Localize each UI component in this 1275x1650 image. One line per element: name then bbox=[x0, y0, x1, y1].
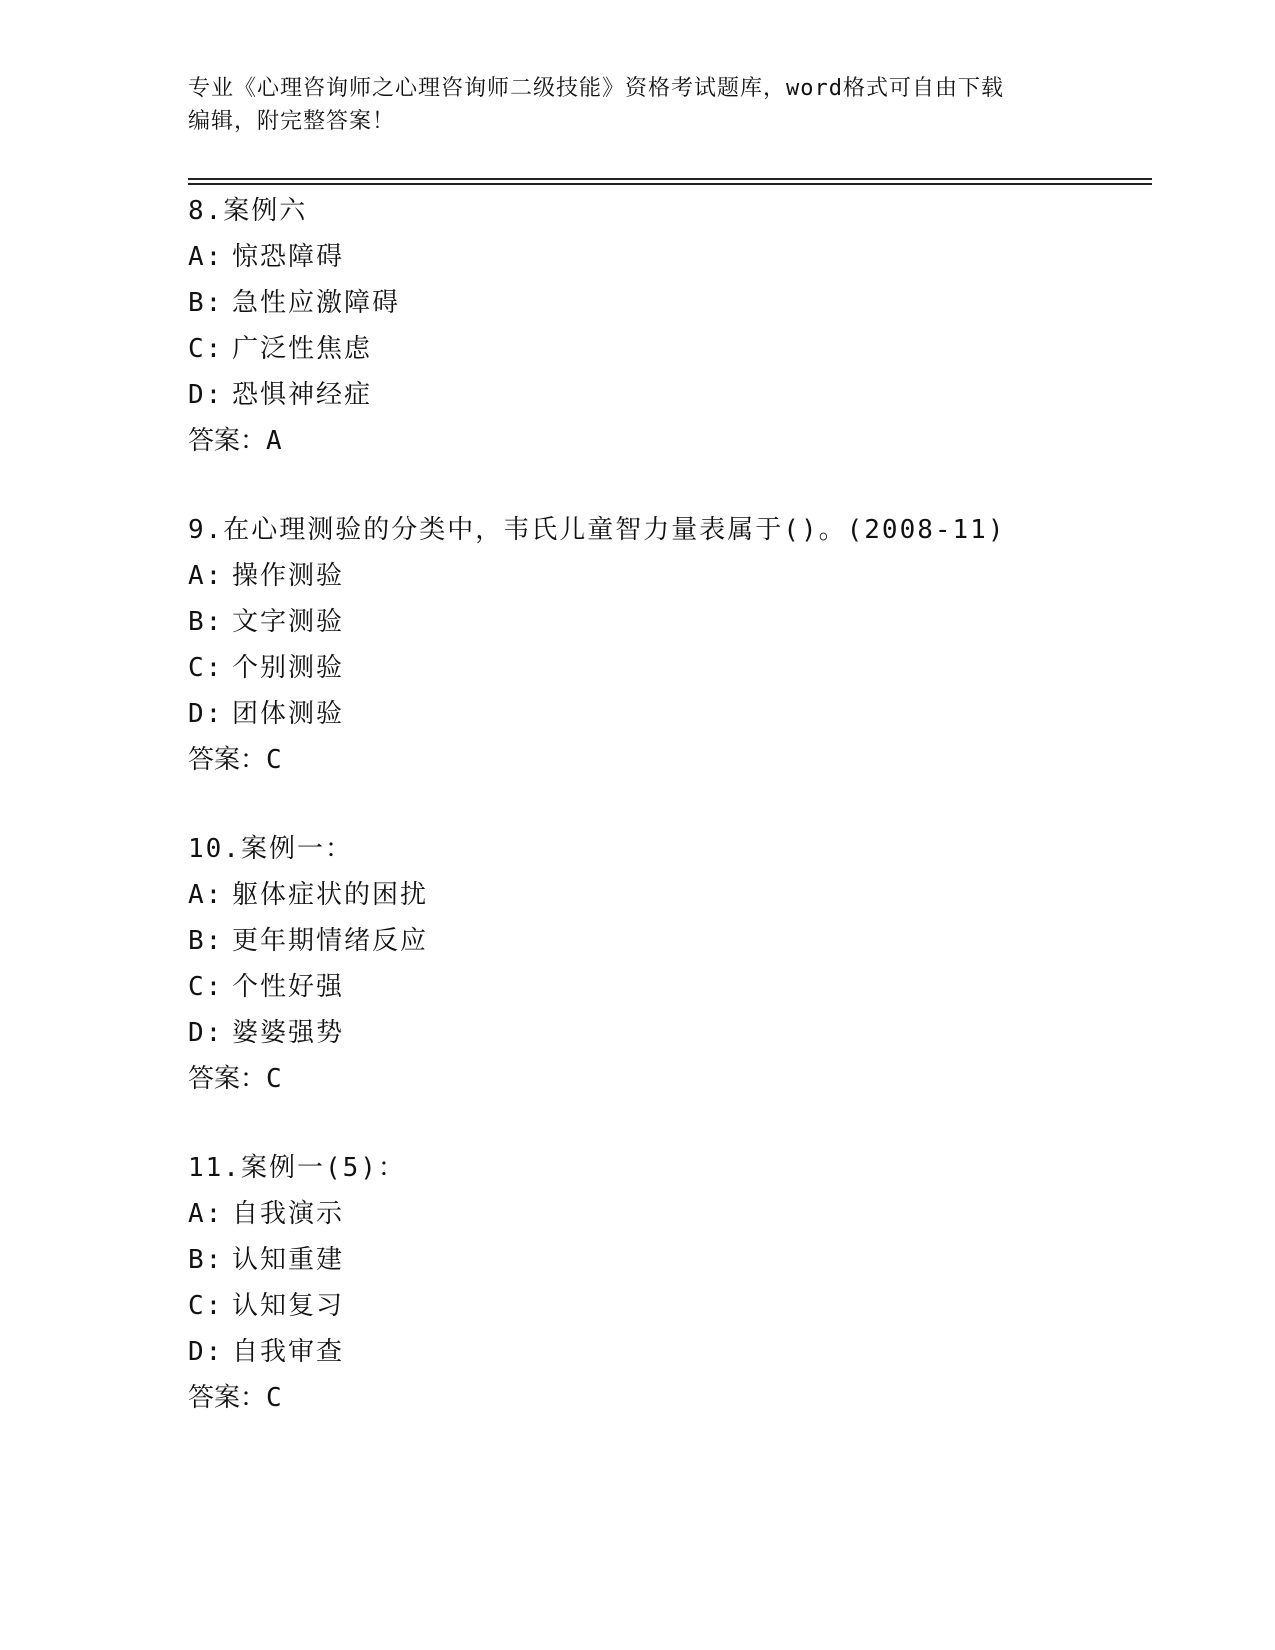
option-text: 惊恐障碍 bbox=[232, 242, 345, 272]
option-c bbox=[188, 645, 1148, 691]
document-header bbox=[188, 72, 1088, 138]
option-letter: D: bbox=[188, 380, 224, 410]
option-a bbox=[188, 234, 1148, 280]
question-title: 8.案例六 bbox=[188, 196, 308, 226]
option-d bbox=[188, 1010, 1148, 1056]
option-letter: A: bbox=[188, 1199, 224, 1229]
option-letter: A: bbox=[188, 880, 224, 910]
option-text: 个别测验 bbox=[232, 653, 345, 683]
option-letter: B: bbox=[188, 288, 224, 318]
option-c bbox=[188, 964, 1148, 1010]
option-a bbox=[188, 1191, 1148, 1237]
option-a bbox=[188, 872, 1148, 918]
option-text: 文字测验 bbox=[232, 607, 345, 637]
option-letter: C: bbox=[188, 334, 224, 364]
option-text: 认知重建 bbox=[232, 1245, 345, 1275]
option-b bbox=[188, 599, 1148, 645]
header-line-2: 编辑，附完整答案！ bbox=[188, 109, 396, 134]
option-d bbox=[188, 691, 1148, 737]
answer-value: C bbox=[266, 1383, 282, 1413]
answer-label: 答案： bbox=[188, 1064, 267, 1094]
option-d bbox=[188, 1329, 1148, 1375]
option-b bbox=[188, 280, 1148, 326]
option-letter: B: bbox=[188, 607, 224, 637]
option-text: 更年期情绪反应 bbox=[232, 926, 429, 956]
option-letter: D: bbox=[188, 1018, 224, 1048]
question-11 bbox=[188, 1145, 1148, 1421]
option-c bbox=[188, 1283, 1148, 1329]
option-text: 自我演示 bbox=[232, 1199, 345, 1229]
question-title: 9.在心理测验的分类中，韦氏儿童智力量表属于()。(2008-11) bbox=[188, 515, 1006, 545]
option-text: 认知复习 bbox=[232, 1291, 345, 1321]
answer-label: 答案： bbox=[188, 1383, 267, 1413]
option-letter: C: bbox=[188, 972, 224, 1002]
option-text: 团体测验 bbox=[232, 699, 345, 729]
header-line-1: 专业《心理咨询师之心理咨询师二级技能》资格考试题库，word格式可自由下载 bbox=[188, 76, 1004, 101]
option-letter: A: bbox=[188, 242, 224, 272]
option-letter: B: bbox=[188, 926, 224, 956]
answer-label: 答案： bbox=[188, 426, 267, 456]
option-d bbox=[188, 372, 1148, 418]
question-9 bbox=[188, 507, 1148, 783]
question-list bbox=[188, 188, 1148, 1464]
option-text: 操作测验 bbox=[232, 561, 345, 591]
option-letter: D: bbox=[188, 699, 224, 729]
option-letter: C: bbox=[188, 653, 224, 683]
option-letter: A: bbox=[188, 561, 224, 591]
option-text: 广泛性焦虑 bbox=[232, 334, 373, 364]
question-title: 10.案例一： bbox=[188, 834, 353, 864]
answer-line bbox=[188, 1375, 1148, 1421]
option-text: 婆婆强势 bbox=[232, 1018, 345, 1048]
header-divider-top bbox=[188, 178, 1152, 180]
answer-line bbox=[188, 418, 1148, 464]
answer-label: 答案： bbox=[188, 745, 267, 775]
header-divider-bottom bbox=[188, 183, 1152, 185]
option-c bbox=[188, 326, 1148, 372]
option-letter: B: bbox=[188, 1245, 224, 1275]
option-letter: D: bbox=[188, 1337, 224, 1367]
answer-value: C bbox=[266, 745, 282, 775]
option-text: 恐惧神经症 bbox=[232, 380, 373, 410]
option-b bbox=[188, 1237, 1148, 1283]
question-10 bbox=[188, 826, 1148, 1102]
option-a bbox=[188, 553, 1148, 599]
option-text: 躯体症状的困扰 bbox=[232, 880, 429, 910]
option-text: 个性好强 bbox=[232, 972, 345, 1002]
answer-value: A bbox=[266, 426, 282, 456]
answer-line bbox=[188, 737, 1148, 783]
option-letter: C: bbox=[188, 1291, 224, 1321]
option-b bbox=[188, 918, 1148, 964]
answer-line bbox=[188, 1056, 1148, 1102]
answer-value: C bbox=[266, 1064, 282, 1094]
option-text: 自我审查 bbox=[232, 1337, 345, 1367]
question-8 bbox=[188, 188, 1148, 464]
option-text: 急性应激障碍 bbox=[232, 288, 401, 318]
question-title: 11.案例一(5)： bbox=[188, 1153, 406, 1183]
